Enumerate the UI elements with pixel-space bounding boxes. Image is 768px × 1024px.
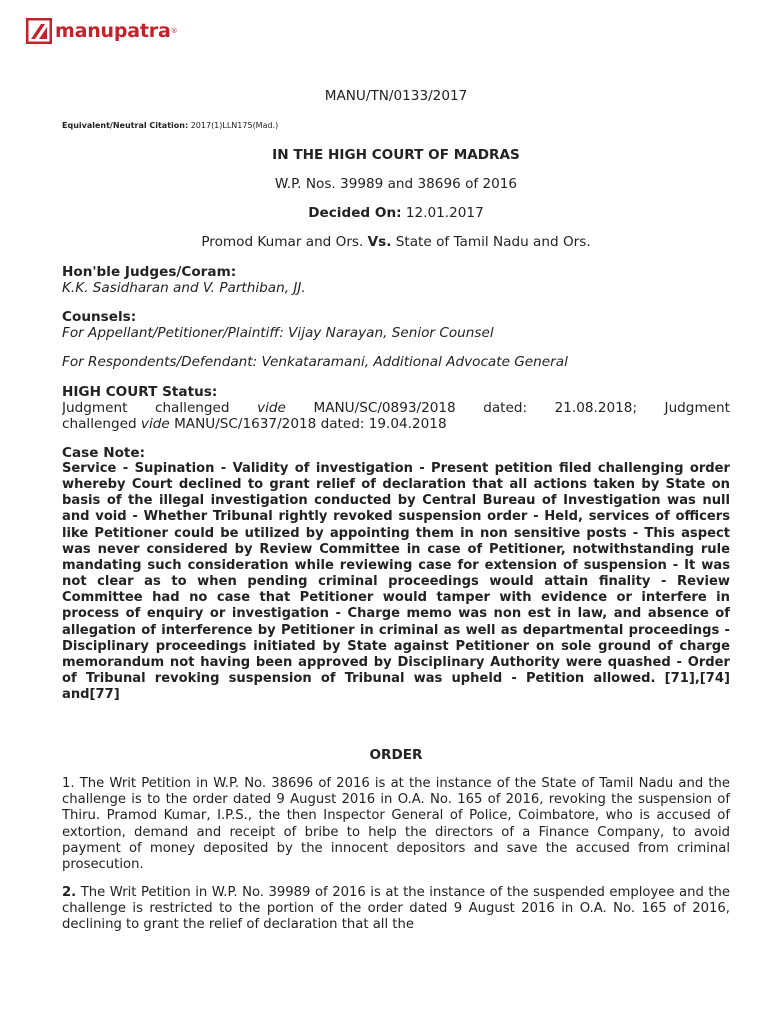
manupatra-logo[interactable]	[26, 18, 178, 44]
status-line-2	[62, 416, 730, 432]
manupatra-logo-icon	[26, 18, 52, 44]
status-vide-1: vide	[257, 400, 286, 416]
case-numbers: W.P. Nos. 39989 and 38696 of 2016	[274, 176, 518, 192]
order-paragraph-2	[62, 885, 730, 934]
status-line-1	[62, 400, 730, 416]
counsel-appellant: For Appellant/Petitioner/Plaintiff: Vijay Narayan, Senior Counsel	[62, 325, 494, 341]
versus: Vs.	[367, 234, 392, 250]
decided-on-label: Decided On:	[308, 205, 402, 221]
equivalent-citation	[62, 121, 730, 131]
order-paragraph-1: 1. The Writ Petition in W.P. No. 38696 of 2016 is at the instance of the State of Tamil Nadu and the challenge is to the order dated 9 August 2016 in O.A. No. 165 of 2016, revoking the suspension of Thiru. Pramod Kumar, I.P.S., the then Inspector General of Police, Coimbatore, who is accused of extortion, demand and receipt of bribe to help the directors of a Finance Company, to avoid payment of money deposited by the innocent depositors and save the accused from criminal prosecution.	[62, 776, 730, 873]
brand-name: manupatra	[55, 20, 171, 42]
counsels-heading: Counsels:	[62, 309, 137, 325]
brand-registered-mark: ®	[170, 27, 178, 35]
status-line-2-a: challenged	[62, 416, 137, 432]
party-petitioner: Promod Kumar and Ors.	[201, 234, 364, 250]
judges-heading: Hon'ble Judges/Coram:	[62, 264, 237, 280]
status-line-2-b: MANU/SC/1637/2018 dated: 19.04.2018	[174, 416, 447, 432]
decided-on	[62, 205, 730, 221]
status-heading: HIGH COURT Status:	[62, 384, 218, 400]
citation-id: MANU/TN/0133/2017	[324, 88, 468, 104]
status-vide-2: vide	[140, 416, 170, 432]
counsel-respondent: For Respondents/Defendant: Venkataramani, Additional Advocate General	[62, 354, 568, 370]
order-heading: ORDER	[369, 747, 423, 763]
decided-on-value: 12.01.2017	[405, 205, 484, 221]
status-line-1-a: Judgment challenged	[62, 400, 230, 416]
status-line-1-b: MANU/SC/0893/2018 dated: 21.08.2018; Judgment	[313, 400, 730, 416]
case-note-heading: Case Note:	[62, 445, 146, 461]
party-respondent: State of Tamil Nadu and Ors.	[395, 234, 591, 250]
order-paragraph-2-text: The Writ Petition in W.P. No. 39989 of 2016 is at the instance of the suspended employee and the challenge is restricted to the portion of the order dated 9 August 2016 in O.A. No. 165 of 2016, declining to grant the relief of declaration that all the	[62, 885, 730, 933]
order-paragraph-2-number: 2.	[62, 885, 77, 900]
court-name: IN THE HIGH COURT OF MADRAS	[272, 147, 520, 163]
equivalent-citation-value: 2017(1)LLN175(Mad.)	[190, 121, 279, 130]
equivalent-citation-label: Equivalent/Neutral Citation:	[62, 121, 189, 130]
judges-names: K.K. Sasidharan and V. Parthiban, JJ.	[62, 280, 306, 296]
case-note-text: Service - Supination - Validity of investigation - Present petition filed challenging order whereby Court declined to grant relief of declaration that all actions taken by State on basis of the illegal investigation conducted by Central Bureau of Investigation was null and void - Whether Tribunal rightly revoked suspension order - Held, services of officers like Petitioner could be utilized by appointing them in non sensitive posts - This aspect was never considered by Review Committee in case of Petitioner, notwithstanding rule mandating such consideration while reviewing case for extension of suspension - It was not clear as to when pending criminal proceedings would attain finality - Review Committee had no case that Petitioner would tamper with evidence or interfere in process of enquiry or investigation - Charge memo was non est in law, and absence of allegation of interference by Petitioner in criminal as well as departmental proceedings - Disciplinary proceedings initiated by State against Petitioner on sole ground of charge memorandum not having been approved by Disciplinary Authority were quashed - Order of Tribunal revoking suspension of Tribunal was upheld - Petition allowed. [71],[74] and[77]	[62, 461, 730, 703]
parties	[62, 234, 730, 250]
